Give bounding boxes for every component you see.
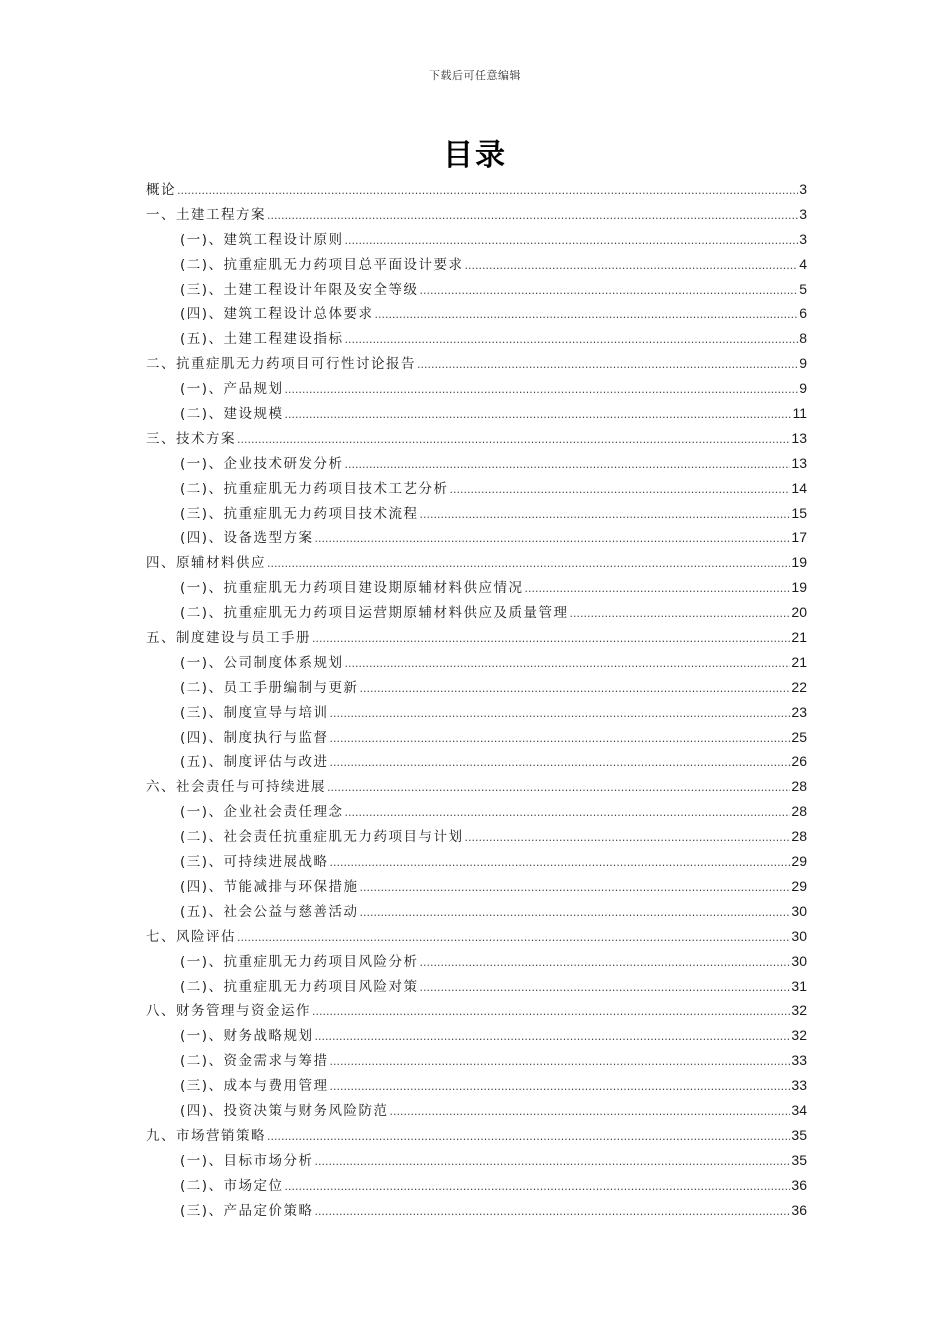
toc-subsection-entry[interactable] (146, 575, 807, 600)
header-note: 下载后可任意编辑 (429, 69, 521, 82)
toc-section-entry[interactable] (146, 774, 807, 799)
toc-page-number: 33 (791, 1077, 807, 1094)
toc-entry-label: (一)、财务战略规划 (180, 1028, 314, 1045)
toc-entry-label: (二)、建设规模 (180, 406, 284, 423)
toc-page-number: 21 (791, 653, 807, 670)
toc-entry-label: (一)、建筑工程设计原则 (180, 231, 344, 248)
toc-title: 目录 (443, 138, 507, 173)
toc-entry-label: (五)、制度评估与改进 (180, 754, 329, 771)
toc-entry-label: 七、风险评估 (146, 928, 236, 945)
toc-page-number: 29 (791, 877, 807, 894)
toc-page-number: 14 (791, 479, 807, 496)
toc-dot-leader (465, 254, 799, 279)
toc-dot-leader (465, 826, 791, 851)
toc-entry-label: 八、财务管理与资金运作 (146, 1003, 311, 1020)
toc-entry-label: (三)、抗重症肌无力药项目技术流程 (180, 505, 419, 522)
toc-entry-label: (一)、目标市场分析 (180, 1152, 314, 1169)
toc-section-entry[interactable] (146, 550, 807, 575)
toc-subsection-entry[interactable] (146, 899, 807, 924)
toc-page-number: 29 (791, 853, 807, 870)
toc-entry-label: (一)、企业社会责任理念 (180, 804, 344, 821)
toc-subsection-entry[interactable] (146, 849, 807, 874)
toc-dot-leader (345, 328, 799, 353)
toc-dot-leader (267, 552, 790, 577)
toc-entry-label: (一)、产品规划 (180, 381, 284, 398)
toc-dot-leader (330, 1050, 791, 1075)
toc-dot-leader (285, 378, 799, 403)
toc-page-number: 22 (791, 678, 807, 695)
toc-page-number: 33 (791, 1052, 807, 1069)
toc-subsection-entry[interactable] (146, 749, 807, 774)
toc-dot-leader (312, 1000, 790, 1025)
toc-page-number: 32 (791, 1002, 807, 1019)
toc-entry-label: 四、原辅材料供应 (146, 555, 266, 572)
toc-dot-leader (315, 1025, 791, 1050)
toc-dot-leader (237, 428, 790, 453)
toc-subsection-entry[interactable] (146, 799, 807, 824)
toc-entry-label: 三、技术方案 (146, 430, 236, 447)
toc-entry-label: (二)、资金需求与筹措 (180, 1053, 329, 1070)
toc-entry-label: 五、制度建设与员工手册 (146, 630, 311, 647)
toc-dot-leader (267, 204, 798, 229)
toc-subsection-entry[interactable] (146, 277, 807, 302)
toc-page-number: 6 (799, 305, 807, 322)
toc-subsection-entry[interactable] (146, 1148, 807, 1173)
toc-dot-leader (360, 876, 791, 901)
toc-page-number: 5 (799, 280, 807, 297)
toc-page-number: 15 (791, 504, 807, 521)
toc-dot-leader (330, 727, 791, 752)
toc-page-number: 19 (791, 579, 807, 596)
toc-dot-leader (285, 1175, 791, 1200)
toc-subsection-entry[interactable] (146, 376, 807, 401)
toc-section-entry[interactable] (146, 1123, 807, 1148)
toc-dot-leader (237, 926, 790, 951)
toc-page-number: 36 (791, 1201, 807, 1218)
toc-dot-leader (315, 1200, 791, 1225)
toc-entry-label: (一)、抗重症肌无力药项目建设期原辅材料供应情况 (180, 580, 524, 597)
toc-dot-leader (420, 976, 791, 1001)
toc-dot-leader (345, 801, 791, 826)
toc-entry-label: (二)、市场定位 (180, 1177, 284, 1194)
toc-subsection-entry[interactable] (146, 1073, 807, 1098)
toc-page-number: 31 (791, 977, 807, 994)
toc-page-number: 32 (791, 1027, 807, 1044)
toc-page-number: 28 (791, 778, 807, 795)
toc-page-number: 28 (791, 803, 807, 820)
toc-section-entry[interactable] (146, 351, 807, 376)
toc-page-number: 3 (799, 181, 807, 197)
toc-dot-leader (390, 1100, 791, 1125)
toc-subsection-entry[interactable] (146, 501, 807, 526)
toc-subsection-entry[interactable] (146, 525, 807, 550)
toc-subsection-entry[interactable] (146, 326, 807, 351)
toc-page-number: 17 (791, 529, 807, 546)
toc-page-number: 36 (791, 1176, 807, 1193)
toc-page-number: 30 (791, 927, 807, 944)
toc-dot-leader (330, 851, 791, 876)
toc-entry-label: (四)、制度执行与监督 (180, 729, 329, 746)
toc-subsection-entry[interactable] (146, 1048, 807, 1073)
toc-entry-label: (三)、制度宣导与培训 (180, 704, 329, 721)
toc-dot-leader (345, 652, 791, 677)
toc-subsection-entry[interactable] (146, 451, 807, 476)
toc-page-number: 9 (799, 355, 807, 372)
toc-page-number: 13 (791, 454, 807, 471)
toc-subsection-entry[interactable] (146, 301, 807, 326)
toc-dot-leader (450, 478, 791, 503)
toc-dot-leader (417, 353, 798, 378)
toc-entry-label: (四)、建筑工程设计总体要求 (180, 306, 374, 323)
toc-page-number: 8 (799, 330, 807, 347)
toc-page-number: 35 (791, 1126, 807, 1143)
toc-dot-leader (570, 602, 791, 627)
toc-subsection-entry[interactable] (146, 1198, 807, 1223)
toc-entry-label: (五)、土建工程建设指标 (180, 331, 344, 348)
toc-subsection-entry[interactable] (146, 650, 807, 675)
toc-page-number: 30 (791, 952, 807, 969)
toc-page-number: 26 (791, 753, 807, 770)
toc-dot-leader (315, 527, 791, 552)
toc-subsection-entry[interactable] (146, 1173, 807, 1198)
toc-entry-label: (一)、企业技术研发分析 (180, 455, 344, 472)
table-of-contents (146, 177, 807, 1222)
toc-dot-leader (285, 403, 792, 428)
toc-entry-label: (二)、员工手册编制与更新 (180, 679, 359, 696)
toc-entry-label: (二)、抗重症肌无力药项目总平面设计要求 (180, 256, 464, 273)
toc-entry-label: (二)、抗重症肌无力药项目运营期原辅材料供应及质量管理 (180, 605, 569, 622)
toc-dot-leader (345, 229, 799, 254)
toc-subsection-entry[interactable] (146, 401, 807, 426)
toc-page-number: 20 (791, 604, 807, 621)
toc-section-entry[interactable] (146, 426, 807, 451)
toc-subsection-entry[interactable] (146, 675, 807, 700)
toc-page-number: 4 (799, 255, 807, 272)
toc-subsection-entry[interactable] (146, 476, 807, 501)
toc-dot-leader (177, 179, 798, 204)
toc-dot-leader (420, 951, 791, 976)
toc-dot-leader (420, 503, 791, 528)
toc-page-number: 30 (791, 902, 807, 919)
toc-entry-label: 六、社会责任与可持续进展 (146, 779, 326, 796)
toc-page-number: 23 (791, 703, 807, 720)
toc-page-number: 21 (791, 629, 807, 646)
toc-entry-label: 二、抗重症肌无力药项目可行性讨论报告 (146, 356, 416, 373)
toc-entry-label: (四)、节能减排与环保措施 (180, 878, 359, 895)
toc-page-number: 34 (791, 1101, 807, 1118)
toc-page-number: 11 (792, 405, 807, 422)
toc-subsection-entry[interactable] (146, 227, 807, 252)
toc-subsection-entry[interactable] (146, 600, 807, 625)
toc-entry-label: (四)、投资决策与财务风险防范 (180, 1102, 389, 1119)
toc-section-entry[interactable] (146, 177, 807, 202)
toc-dot-leader (360, 901, 791, 926)
toc-entry-label: (三)、成本与费用管理 (180, 1078, 329, 1095)
toc-subsection-entry[interactable] (146, 974, 807, 999)
toc-page-number: 9 (799, 380, 807, 397)
toc-subsection-entry[interactable] (146, 949, 807, 974)
toc-dot-leader (330, 1075, 791, 1100)
toc-entry-label: (五)、社会公益与慈善活动 (180, 903, 359, 920)
toc-entry-label: 一、土建工程方案 (146, 206, 266, 223)
toc-section-entry[interactable] (146, 202, 807, 227)
toc-entry-label: (二)、社会责任抗重症肌无力药项目与计划 (180, 829, 464, 846)
toc-entry-label: (一)、公司制度体系规划 (180, 654, 344, 671)
toc-dot-leader (360, 677, 791, 702)
toc-dot-leader (267, 1125, 790, 1150)
toc-subsection-entry[interactable] (146, 725, 807, 750)
toc-subsection-entry[interactable] (146, 874, 807, 899)
toc-entry-label: (三)、土建工程设计年限及安全等级 (180, 281, 419, 298)
toc-dot-leader (330, 702, 791, 727)
toc-section-entry[interactable] (146, 998, 807, 1023)
toc-section-entry[interactable] (146, 625, 807, 650)
toc-entry-label: 概论 (146, 182, 176, 198)
toc-entry-label: (三)、产品定价策略 (180, 1202, 314, 1219)
toc-subsection-entry[interactable] (146, 700, 807, 725)
toc-page-number: 28 (791, 828, 807, 845)
toc-section-entry[interactable] (146, 924, 807, 949)
toc-entry-label: (三)、可持续进展战略 (180, 854, 329, 871)
toc-dot-leader (312, 627, 790, 652)
toc-page-number: 3 (799, 230, 807, 247)
toc-entry-label: (一)、抗重症肌无力药项目风险分析 (180, 953, 419, 970)
toc-subsection-entry[interactable] (146, 1098, 807, 1123)
toc-entry-label: (二)、抗重症肌无力药项目技术工艺分析 (180, 480, 449, 497)
toc-subsection-entry[interactable] (146, 252, 807, 277)
toc-entry-label: (二)、抗重症肌无力药项目风险对策 (180, 978, 419, 995)
toc-entry-label: (四)、设备选型方案 (180, 530, 314, 547)
toc-page-number: 19 (791, 554, 807, 571)
toc-page-number: 13 (791, 429, 807, 446)
toc-entry-label: 九、市场营销策略 (146, 1127, 266, 1144)
toc-dot-leader (525, 577, 791, 602)
toc-page-number: 25 (791, 728, 807, 745)
toc-dot-leader (345, 453, 791, 478)
toc-dot-leader (420, 279, 799, 304)
toc-dot-leader (327, 776, 790, 801)
toc-dot-leader (375, 303, 799, 328)
toc-page-number: 35 (791, 1151, 807, 1168)
toc-subsection-entry[interactable] (146, 1023, 807, 1048)
toc-subsection-entry[interactable] (146, 824, 807, 849)
toc-page-number: 3 (799, 205, 807, 222)
toc-dot-leader (330, 751, 791, 776)
toc-dot-leader (315, 1150, 791, 1175)
